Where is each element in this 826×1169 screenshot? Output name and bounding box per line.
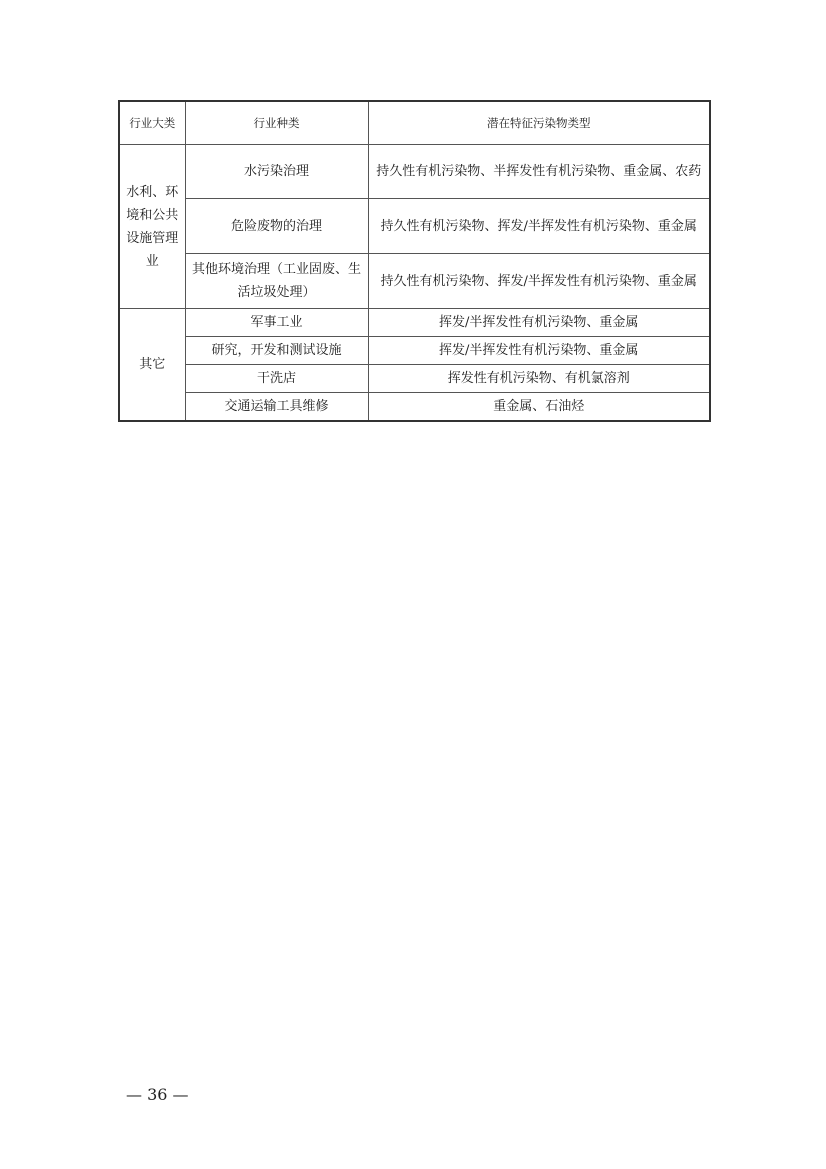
header-pollutant-type: 潜在特征污染物类型 (368, 101, 710, 145)
table-row (119, 337, 710, 365)
table-row (119, 365, 710, 393)
industry-type-cell: 其他环境治理（工业固废、生活垃圾处理） (185, 254, 368, 309)
table-row (119, 145, 710, 199)
pollutant-cell: 持久性有机污染物、半挥发性有机污染物、重金属、农药 (368, 145, 710, 199)
table-header-row (119, 101, 710, 145)
industry-type-cell: 危险废物的治理 (185, 199, 368, 254)
pollution-table (118, 100, 711, 422)
pollutant-cell: 持久性有机污染物、挥发/半挥发性有机污染物、重金属 (368, 254, 710, 309)
industry-type-cell: 干洗店 (185, 365, 368, 393)
pollutant-cell: 挥发/半挥发性有机污染物、重金属 (368, 337, 710, 365)
pollutant-cell: 重金属、石油烃 (368, 393, 710, 421)
category-cell: 水利、环境和公共设施管理业 (119, 145, 185, 309)
industry-type-cell: 水污染治理 (185, 145, 368, 199)
table-row (119, 254, 710, 309)
header-industry-category: 行业大类 (119, 101, 185, 145)
page-number: — 36 — (126, 1085, 189, 1104)
industry-type-cell: 研究，开发和测试设施 (185, 337, 368, 365)
header-industry-type: 行业种类 (185, 101, 368, 145)
industry-type-cell: 军事工业 (185, 309, 368, 337)
pollutant-cell: 持久性有机污染物、挥发/半挥发性有机污染物、重金属 (368, 199, 710, 254)
category-cell: 其它 (119, 309, 185, 421)
table-row (119, 393, 710, 421)
table-row (119, 309, 710, 337)
pollutant-cell: 挥发/半挥发性有机污染物、重金属 (368, 309, 710, 337)
industry-type-cell: 交通运输工具维修 (185, 393, 368, 421)
table-row (119, 199, 710, 254)
pollutant-cell: 挥发性有机污染物、有机氯溶剂 (368, 365, 710, 393)
